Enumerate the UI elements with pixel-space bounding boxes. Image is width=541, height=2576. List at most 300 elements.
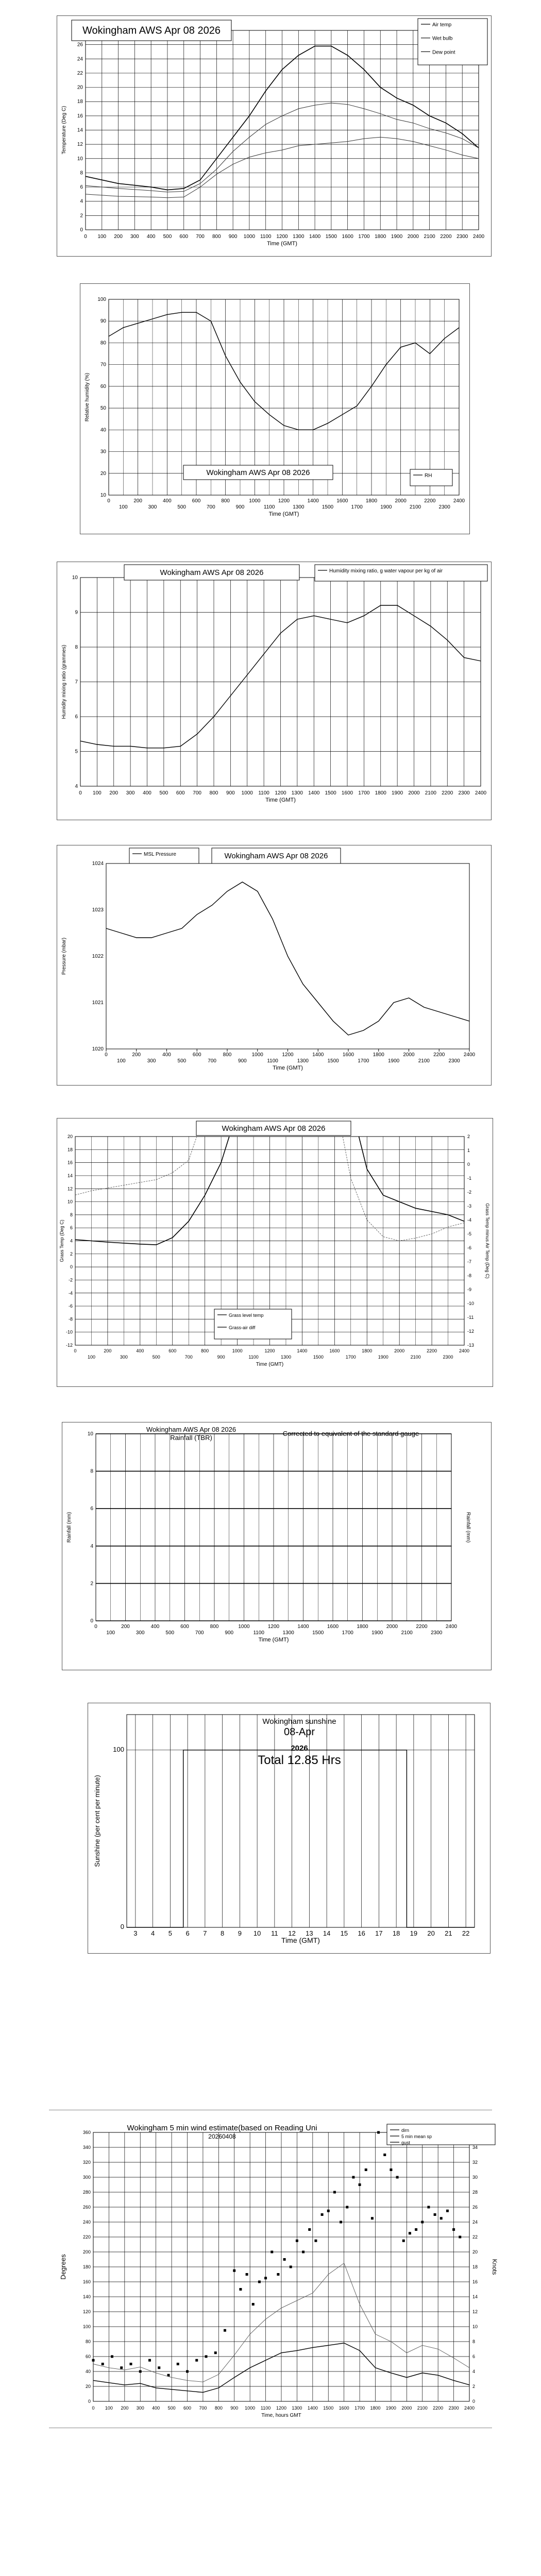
x-axis-label: Time (GMT) — [281, 1936, 320, 1944]
legend-label: Humidity mixing ratio, g water vapour per kg of air — [329, 568, 443, 574]
x-tick-label: 2400 — [453, 498, 465, 504]
y-tick-label: 10 — [77, 156, 83, 162]
x-tick-label: 10 — [253, 1929, 261, 1937]
y-tick-label: 22 — [77, 70, 83, 76]
y-axis-label: Grass Temp (Deg C) — [59, 1219, 64, 1262]
data-point — [290, 2266, 292, 2268]
x-tick-label: 2200 — [442, 790, 453, 796]
x-tick-label: 1200 — [276, 2405, 287, 2411]
x-axis-label: Time (GMT) — [273, 1065, 303, 1071]
data-point — [111, 2355, 113, 2358]
y-right-tick-label: 20 — [472, 2249, 478, 2255]
chart-year: 2026 — [291, 1744, 308, 1753]
x-axis-label: Time (GMT) — [267, 241, 297, 247]
y-tick-label: 0 — [88, 2399, 91, 2404]
x-tick-label: 1600 — [341, 790, 353, 796]
y-right-tick-label: 0 — [472, 2399, 476, 2404]
y-axis-label: Degrees — [59, 2254, 67, 2280]
y-right-tick-label: -6 — [467, 1245, 472, 1250]
x-tick-label: 1600 — [342, 234, 353, 240]
data-point — [390, 2168, 392, 2171]
data-point — [383, 2154, 386, 2156]
y-tick-label: 8 — [75, 645, 78, 650]
x-tick-label: 1600 — [327, 1624, 339, 1630]
y-tick-label: 7 — [75, 679, 78, 685]
y-tick-label: 40 — [100, 427, 106, 433]
x-tick-label: 1500 — [312, 1630, 324, 1636]
x-tick-label: 700 — [195, 1630, 204, 1636]
y-tick-label: 300 — [82, 2175, 91, 2180]
x-tick-label: 2100 — [418, 1058, 430, 1064]
data-point — [365, 2168, 367, 2171]
x-tick-label: 1700 — [351, 504, 363, 510]
x-tick-label: 500 — [167, 2405, 176, 2411]
y-tick-label: 6 — [80, 184, 83, 191]
pressure-chart-panel — [57, 845, 492, 1086]
y-tick-label: 340 — [82, 2145, 91, 2150]
y-tick-label: -12 — [65, 1343, 73, 1348]
y-tick-label: 1023 — [92, 907, 104, 913]
data-point — [333, 2191, 336, 2194]
x-tick-label: 2400 — [445, 1624, 458, 1630]
y-right-tick-label: 16 — [472, 2279, 478, 2284]
y-right-tick-label: -7 — [467, 1259, 472, 1264]
y-right-tick-label: 22 — [472, 2234, 478, 2240]
x-tick-label: 1100 — [263, 504, 275, 510]
y-right-tick-label: 8 — [472, 2339, 476, 2344]
x-tick-label: 800 — [212, 234, 221, 240]
data-point — [314, 2240, 317, 2242]
data-point — [214, 2351, 217, 2354]
x-tick-label: 300 — [130, 234, 139, 240]
x-tick-label: 1400 — [307, 498, 319, 504]
x-tick-label: 700 — [199, 2405, 207, 2411]
x-axis-label: Time, hours GMT — [261, 2413, 301, 2418]
x-axis-label: Time (GMT) — [265, 797, 296, 803]
y-tick-label: 10 — [67, 1199, 73, 1205]
y-tick-label: 10 — [100, 493, 106, 498]
x-tick-label: 800 — [214, 2405, 223, 2411]
x-tick-label: 1500 — [327, 1058, 339, 1064]
x-tick-label: 0 — [105, 1052, 108, 1058]
x-tick-label: 700 — [184, 1354, 193, 1360]
y-right-tick-label: -8 — [467, 1273, 472, 1278]
y-tick-label: 8 — [90, 1468, 93, 1475]
x-tick-label: 500 — [152, 1354, 160, 1360]
x-tick-label: 19 — [410, 1929, 418, 1937]
y-tick-label: 200 — [82, 2249, 91, 2255]
x-tick-label: 900 — [238, 1058, 247, 1064]
data-point — [359, 2183, 361, 2186]
y-tick-label: 80 — [100, 340, 106, 346]
x-tick-label: 200 — [109, 790, 119, 796]
y-right-tick-label: -10 — [467, 1301, 475, 1306]
data-point — [459, 2236, 461, 2239]
x-tick-label: 100 — [97, 234, 107, 240]
x-tick-label: 300 — [126, 790, 135, 796]
x-tick-label: 2300 — [457, 234, 468, 240]
x-tick-label: 1500 — [322, 504, 334, 510]
data-point — [258, 2281, 261, 2283]
x-tick-label: 1800 — [375, 790, 386, 796]
y-tick-label: 60 — [100, 383, 106, 389]
x-tick-label: 300 — [136, 2405, 144, 2411]
x-tick-label: 1900 — [378, 1354, 388, 1360]
x-tick-label: 400 — [162, 1052, 171, 1058]
data-point — [158, 2366, 160, 2369]
x-tick-label: 2100 — [409, 504, 421, 510]
x-tick-label: 800 — [223, 1052, 232, 1058]
x-tick-label: 1800 — [362, 1348, 373, 1353]
x-tick-label: 2300 — [458, 790, 470, 796]
y-right-tick-label: -13 — [467, 1343, 475, 1348]
y-tick-label: 0 — [90, 1618, 93, 1624]
x-tick-label: 1300 — [293, 504, 305, 510]
data-point — [252, 2303, 255, 2306]
data-point — [177, 2363, 179, 2365]
x-tick-label: 1900 — [385, 2405, 396, 2411]
x-tick-label: 1200 — [264, 1348, 275, 1353]
y-tick-label: 100 — [82, 2324, 91, 2329]
x-tick-label: 800 — [210, 1624, 219, 1630]
x-tick-label: 1200 — [275, 790, 286, 796]
y-right-tick-label: -2 — [467, 1190, 472, 1195]
y-tick-label: 10 — [87, 1431, 93, 1437]
y-right-tick-label: -11 — [467, 1315, 474, 1320]
data-point — [186, 2370, 189, 2373]
x-tick-label: 2400 — [463, 1052, 476, 1058]
x-tick-label: 1000 — [249, 498, 261, 504]
x-tick-label: 100 — [105, 2405, 113, 2411]
x-tick-label: 800 — [209, 790, 218, 796]
data-point — [224, 2329, 226, 2332]
temperature-chart — [57, 16, 491, 256]
x-tick-label: 500 — [163, 234, 172, 240]
x-tick-label: 100 — [119, 504, 128, 510]
y-tick-label: 240 — [82, 2219, 91, 2225]
data-point — [283, 2258, 286, 2261]
x-tick-label: 2200 — [433, 1052, 445, 1058]
y-right-tick-label: 32 — [472, 2160, 478, 2165]
x-tick-label: 1300 — [280, 1354, 291, 1360]
x-tick-label: 500 — [177, 1058, 187, 1064]
x-tick-label: 12 — [288, 1929, 296, 1937]
x-tick-label: 900 — [225, 1630, 234, 1636]
x-tick-label: 300 — [147, 1058, 156, 1064]
legend-label: Wet bulb — [432, 36, 453, 42]
x-tick-label: 1200 — [276, 234, 288, 240]
mixing-ratio-chart-panel — [57, 562, 492, 820]
x-tick-label: 1400 — [307, 2405, 318, 2411]
y-tick-label: 1024 — [92, 861, 104, 867]
x-tick-label: 1400 — [309, 234, 321, 240]
data-point — [402, 2240, 405, 2242]
y-right-tick-label: 1 — [467, 1148, 470, 1153]
x-tick-label: 800 — [201, 1348, 209, 1353]
x-tick-label: 6 — [185, 1929, 190, 1937]
x-tick-label: 2400 — [475, 790, 487, 796]
y-right-tick-label: -4 — [467, 1217, 472, 1223]
y-tick-label: 4 — [70, 1238, 73, 1244]
rainfall-chart-panel — [62, 1422, 492, 1670]
x-tick-label: 400 — [150, 1624, 160, 1630]
y-right-tick-label: 4 — [472, 2369, 476, 2374]
x-tick-label: 200 — [121, 1624, 130, 1630]
y-tick-label: 16 — [67, 1160, 73, 1165]
y-tick-label: 8 — [80, 170, 83, 176]
chart-title: Wokingham AWS Apr 08 2026 — [160, 568, 264, 577]
x-tick-label: 2300 — [443, 1354, 453, 1360]
chart-title: Wokingham AWS Apr 08 2026 — [222, 1124, 326, 1133]
legend-label: gust — [401, 2140, 411, 2145]
y-tick-label: 0 — [70, 1264, 73, 1270]
data-point — [427, 2206, 430, 2209]
y-tick-label: 6 — [75, 714, 78, 720]
y-right-tick-label: 34 — [472, 2145, 478, 2150]
data-point — [233, 2269, 235, 2272]
x-tick-label: 11 — [271, 1929, 278, 1937]
y-tick-label: 2 — [80, 213, 83, 219]
x-tick-label: 14 — [323, 1929, 331, 1937]
data-point — [296, 2240, 298, 2242]
y-right-tick-label: -9 — [467, 1287, 472, 1292]
x-tick-label: 900 — [235, 504, 245, 510]
x-tick-label: 200 — [104, 1348, 112, 1353]
sunshine-chart-panel — [88, 1703, 491, 1954]
x-tick-label: 1000 — [241, 790, 253, 796]
chart-title: Wokingham 5 min wind estimate(based on Reading Uni — [127, 2124, 317, 2132]
x-tick-label: 900 — [228, 234, 238, 240]
x-tick-label: 700 — [193, 790, 201, 796]
y-tick-label: -6 — [68, 1303, 73, 1309]
y-right-tick-label: 24 — [472, 2219, 478, 2225]
y-axis-label: Relative humidity (%) — [84, 372, 90, 422]
x-tick-label: 1700 — [358, 234, 370, 240]
y-tick-label: 20 — [67, 1134, 73, 1139]
y-tick-label: 20 — [100, 470, 106, 477]
data-point — [346, 2206, 348, 2209]
x-axis-label: Time (GMT) — [268, 511, 299, 517]
x-tick-label: 200 — [121, 2405, 129, 2411]
data-point — [434, 2213, 436, 2216]
data-point — [302, 2251, 305, 2253]
y-axis-label: Rainfall (mm) — [66, 1512, 72, 1543]
y-tick-label: 360 — [82, 2130, 91, 2135]
y-right-tick-label: -3 — [467, 1204, 472, 1209]
x-tick-label: 2300 — [431, 1630, 443, 1636]
grass-chart-panel — [57, 1118, 493, 1387]
x-tick-label: 900 — [217, 1354, 225, 1360]
x-tick-label: 300 — [136, 1630, 145, 1636]
x-tick-label: 1900 — [371, 1630, 383, 1636]
y-tick-label: 12 — [77, 142, 83, 148]
y-tick-label: -2 — [68, 1277, 73, 1283]
x-tick-label: 1600 — [342, 1052, 354, 1058]
y-tick-label: 10 — [72, 575, 78, 581]
x-tick-label: 2000 — [395, 498, 407, 504]
x-tick-label: 1400 — [297, 1348, 308, 1353]
x-tick-label: 1200 — [278, 498, 290, 504]
x-tick-label: 1900 — [391, 234, 403, 240]
x-axis-label: Time (GMT) — [258, 1637, 289, 1643]
legend-label: MSL Pressure — [144, 852, 176, 857]
y-tick-label: 70 — [100, 362, 106, 368]
y-right-tick-label: 2 — [472, 2384, 476, 2389]
x-tick-label: 600 — [168, 1348, 177, 1353]
y-tick-label: 320 — [82, 2160, 91, 2165]
x-tick-label: 2200 — [424, 498, 436, 504]
x-tick-label: 1000 — [243, 234, 256, 240]
data-point — [195, 2359, 198, 2362]
y-right-tick-label: -5 — [467, 1231, 472, 1236]
data-point — [130, 2363, 132, 2365]
x-tick-label: 600 — [176, 790, 185, 796]
data-point — [264, 2277, 267, 2279]
x-tick-label: 0 — [79, 790, 82, 796]
x-tick-label: 1100 — [248, 1354, 259, 1360]
y-tick-label: 280 — [82, 2190, 91, 2195]
x-tick-label: 1900 — [388, 1058, 400, 1064]
y-right-tick-label: 14 — [472, 2294, 478, 2299]
x-tick-label: 1800 — [365, 498, 378, 504]
x-tick-label: 700 — [206, 504, 215, 510]
x-tick-label: 1500 — [325, 234, 337, 240]
x-tick-label: 300 — [148, 504, 157, 510]
y-tick-label: 180 — [82, 2264, 91, 2269]
x-tick-label: 600 — [183, 2405, 192, 2411]
y-tick-label: 220 — [82, 2234, 91, 2240]
x-tick-label: 500 — [177, 504, 187, 510]
x-tick-label: 2000 — [403, 1052, 415, 1058]
y-tick-label: 14 — [67, 1173, 73, 1178]
chart-title: Wokingham AWS Apr 08 2026 — [146, 1426, 236, 1433]
x-tick-label: 1400 — [297, 1624, 309, 1630]
y-right-tick-label: -1 — [467, 1176, 472, 1181]
y-tick-label: 14 — [77, 127, 83, 133]
grass-temperature-chart — [57, 1118, 493, 1386]
x-tick-label: 1300 — [291, 790, 303, 796]
x-tick-label: 400 — [152, 2405, 160, 2411]
x-tick-label: 1800 — [357, 1624, 368, 1630]
x-tick-label: 2300 — [438, 504, 450, 510]
rainfall-chart — [62, 1422, 491, 1670]
y-tick-label: 80 — [85, 2339, 91, 2344]
y-tick-label: 50 — [100, 405, 106, 412]
x-tick-label: 1400 — [308, 790, 320, 796]
y-tick-label: 18 — [77, 99, 83, 105]
temperature-chart-panel — [57, 15, 492, 257]
x-tick-label: 900 — [230, 2405, 239, 2411]
data-point — [321, 2213, 324, 2216]
x-tick-label: 20 — [427, 1929, 435, 1937]
y-tick-label: 1022 — [92, 954, 104, 959]
x-tick-label: 2100 — [417, 2405, 428, 2411]
x-tick-label: 1500 — [313, 1354, 324, 1360]
x-tick-label: 400 — [146, 234, 156, 240]
x-tick-label: 0 — [94, 1624, 97, 1630]
y-tick-label: 160 — [82, 2279, 91, 2284]
y-right-tick-label: 26 — [472, 2205, 478, 2210]
x-tick-label: 1200 — [267, 1624, 280, 1630]
x-tick-label: 1500 — [325, 790, 336, 796]
x-tick-label: 500 — [165, 1630, 175, 1636]
x-tick-label: 1900 — [380, 504, 392, 510]
x-tick-label: 21 — [445, 1929, 452, 1937]
x-tick-label: 1600 — [336, 498, 348, 504]
x-tick-label: 300 — [120, 1354, 128, 1360]
data-point — [102, 2363, 104, 2365]
x-tick-label: 200 — [132, 1052, 141, 1058]
y-right-tick-label: 2 — [467, 1134, 470, 1139]
x-tick-label: 15 — [340, 1929, 348, 1937]
y-tick-label: 0 — [80, 227, 83, 233]
x-tick-label: 900 — [226, 790, 235, 796]
x-tick-label: 2300 — [448, 1058, 460, 1064]
y-tick-label: 100 — [97, 297, 106, 302]
y-tick-label: 26 — [77, 42, 83, 48]
x-tick-label: 2200 — [416, 1624, 428, 1630]
x-tick-label: 400 — [143, 790, 151, 796]
x-tick-label: 0 — [84, 234, 87, 240]
x-tick-label: 2400 — [459, 1348, 470, 1353]
x-tick-label: 1700 — [358, 790, 370, 796]
y-tick-label: 2 — [70, 1251, 73, 1257]
y-tick-label: 4 — [80, 198, 83, 205]
legend-label: 5 min mean sp — [401, 2134, 432, 2139]
x-tick-label: 400 — [136, 1348, 144, 1353]
y-tick-label: 6 — [90, 1506, 93, 1512]
y-right-tick-label: 28 — [472, 2190, 478, 2195]
x-tick-label: 400 — [162, 498, 172, 504]
legend-label: Grass-air diff — [229, 1325, 256, 1330]
data-point — [270, 2251, 273, 2253]
x-tick-label: 200 — [133, 498, 143, 504]
x-tick-label: 1100 — [260, 2405, 271, 2411]
data-point — [377, 2131, 380, 2134]
data-point — [421, 2221, 424, 2224]
legend-label: Grass level temp — [229, 1313, 264, 1318]
y-right-tick-label: 30 — [472, 2175, 478, 2180]
x-tick-label: 600 — [192, 498, 201, 504]
mixing-ratio-chart — [57, 562, 491, 820]
x-tick-label: 13 — [306, 1929, 313, 1937]
data-point — [371, 2217, 374, 2219]
x-tick-label: 200 — [114, 234, 123, 240]
y-tick-label: 30 — [100, 449, 106, 455]
data-point — [205, 2355, 208, 2358]
y-tick-label: 4 — [75, 784, 78, 789]
pressure-chart — [57, 845, 491, 1085]
legend-label: dirn — [401, 2128, 410, 2133]
y-tick-label: -10 — [65, 1329, 73, 1335]
x-tick-label: 9 — [238, 1929, 242, 1937]
x-tick-label: 1100 — [258, 790, 269, 796]
x-tick-label: 100 — [93, 790, 102, 796]
x-tick-label: 1300 — [293, 234, 305, 240]
x-tick-label: 2100 — [401, 1630, 413, 1636]
y-tick-label: 260 — [82, 2205, 91, 2210]
x-tick-label: 2300 — [448, 2405, 459, 2411]
y-tick-label: 6 — [70, 1225, 73, 1231]
data-point — [327, 2210, 330, 2212]
wind-chart-panel — [57, 2123, 501, 2420]
x-tick-label: 0 — [74, 1348, 77, 1353]
x-tick-label: 1000 — [251, 1052, 263, 1058]
data-point — [277, 2273, 279, 2276]
y-tick-label: 2 — [90, 1581, 93, 1587]
data-point — [446, 2210, 449, 2212]
x-tick-label: 1300 — [282, 1630, 294, 1636]
